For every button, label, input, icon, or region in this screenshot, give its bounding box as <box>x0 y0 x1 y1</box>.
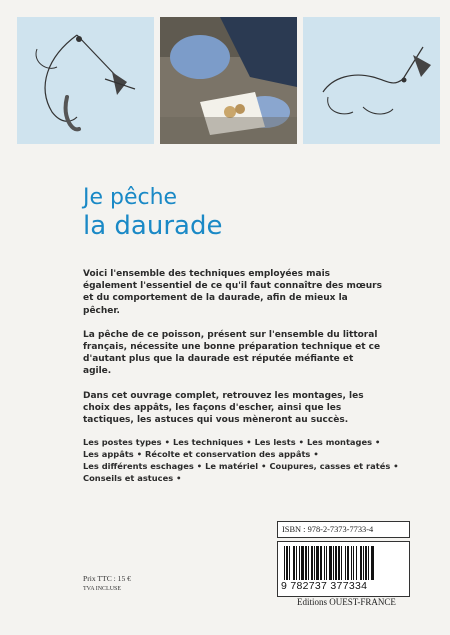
price-label <box>83 574 131 594</box>
photo-strip <box>0 17 450 144</box>
topics-row-4: Conseils et astuces • <box>83 473 182 484</box>
isbn-box <box>277 521 410 538</box>
topics-row-1: Les postes types • Les techniques • Les lests • Les montages • <box>83 437 381 447</box>
bait-photo-drawing <box>160 17 297 144</box>
paragraph-1: Voici l'ensemble des techniques employées mais également l'essentiel de ce qu'il faut connaître des mœurs et du comportement de la daurade, afin de mieux la pêcher. <box>83 269 382 316</box>
isbn-text: ISBN : 978-2-7373-7733-4 <box>282 525 374 534</box>
topic: Les appâts <box>83 449 134 460</box>
topics-row-2: Les appâts • Récolte et conservation des appâts • <box>83 449 319 460</box>
title-line-1: Je pêche <box>83 185 178 210</box>
rig-illustration-left <box>17 17 154 144</box>
tva-text: TVA INCLUSE <box>83 586 122 592</box>
paragraph-3: Dans cet ouvrage complet, retrouvez les montages, les choix des appâts, les façons d'escher, ainsi que les tactiques, les astuces qui vous mèneront au succès. <box>83 390 364 426</box>
fishing-rig-drawing <box>17 17 154 144</box>
rig-illustration-right <box>303 17 440 144</box>
paragraph-2: La pêche de ce poisson, présent sur l'ensemble du littoral français, nécessite une bonne préparation technique et ce d'autant plus que la daurade est réputée méfiante et agile. <box>83 329 381 377</box>
topic: Conseils et astuces <box>83 473 174 484</box>
topic: Le matériel <box>205 461 259 472</box>
barcode-bars <box>284 546 405 580</box>
book-title <box>83 185 222 241</box>
topics-list <box>83 436 399 484</box>
price-text: Prix TTC : 15 € <box>83 574 131 583</box>
fishing-rig-drawing-right <box>303 17 440 144</box>
publisher-name: Editions OUEST-FRANCE <box>297 597 396 607</box>
topic: Les postes types <box>83 437 162 447</box>
title-line-2: la daurade <box>83 211 223 241</box>
barcode <box>277 541 410 597</box>
topic: Les lests <box>254 437 296 447</box>
description <box>83 268 383 438</box>
topic: Les techniques <box>172 437 244 447</box>
topic: Récolte et conservation des appâts <box>145 449 311 460</box>
topic: Les différents eschages <box>83 461 194 472</box>
topic: Coupures, casses et ratés <box>269 461 391 472</box>
topic: Les montages <box>306 437 373 447</box>
topics-row-3: Les différents eschages • Le matériel • Coupures, casses et ratés • <box>83 461 399 472</box>
bait-photo <box>160 17 297 144</box>
barcode-digits: 9 782737 377334 <box>281 580 368 592</box>
